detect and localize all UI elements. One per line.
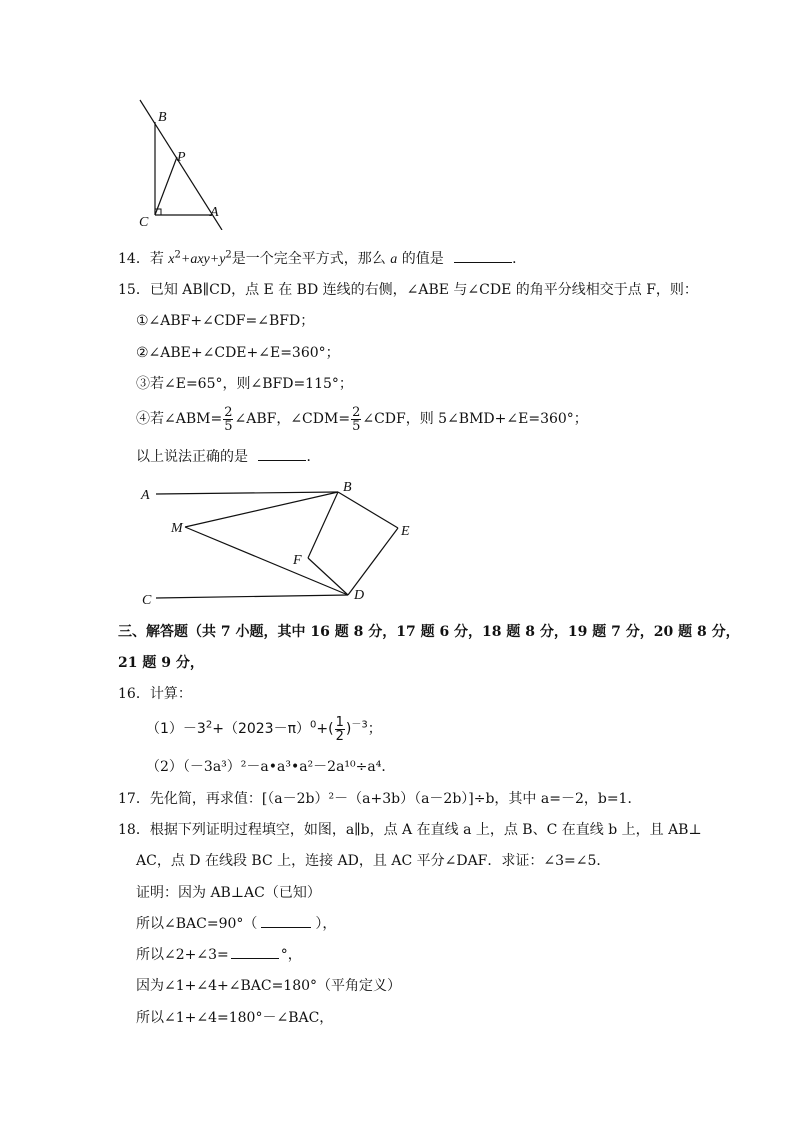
q18-blank-1[interactable] xyxy=(261,913,311,928)
question-17 xyxy=(118,789,641,809)
q15-answer-blank[interactable] xyxy=(258,446,306,461)
q18-step1-a: 所以∠BAC=90°（ xyxy=(136,916,258,932)
q14-expr-x: x xyxy=(168,252,175,267)
q18-step-1 xyxy=(136,913,336,934)
q16-number: 16． xyxy=(118,686,150,702)
frac-numerator: 1 xyxy=(335,714,344,730)
section-3-title-2: 21 题 9 分， xyxy=(118,655,204,671)
line-ab xyxy=(156,492,338,494)
q14-mid: 是一个完全平方式，那么 xyxy=(231,251,391,267)
q18-step2-b: °， xyxy=(280,947,302,963)
q18-step-2 xyxy=(136,944,302,965)
q14-expr-rest: +axy+y xyxy=(180,252,226,267)
figure-parallel-lines xyxy=(138,478,418,608)
q16-p1-sup-0: 0 xyxy=(310,719,317,731)
label-e: E xyxy=(401,524,410,539)
label-f: F xyxy=(293,553,302,568)
question-14 xyxy=(118,248,526,270)
q18-step2-a: 所以∠2+∠3= xyxy=(136,947,229,963)
label-b: B xyxy=(158,110,167,125)
q15-statement-4 xyxy=(136,404,588,434)
q18-number: 18． xyxy=(118,822,150,838)
q15-number: 15． xyxy=(118,282,150,298)
label-a: A xyxy=(210,205,219,220)
segment-bf xyxy=(308,492,338,558)
q16-p1-e: ； xyxy=(367,721,382,737)
q15-s4-part-c: ∠CDF，则 5∠BMD+∠E=360°； xyxy=(362,411,588,427)
q16-p1-b: +（2023－π） xyxy=(212,721,311,737)
fraction-two-fifths-2 xyxy=(351,406,361,433)
q16-text: 计算： xyxy=(149,686,192,702)
segment-bm xyxy=(185,492,338,527)
q18-step-4: 所以∠1+∠4=180°－∠BAC， xyxy=(136,1010,334,1026)
q14-answer-blank[interactable] xyxy=(454,248,512,263)
segment-cp xyxy=(155,157,177,215)
label-d: D xyxy=(354,588,365,603)
q18-blank-2[interactable] xyxy=(231,944,279,959)
label-p: P xyxy=(177,150,186,165)
frac-denominator: 5 xyxy=(224,418,233,434)
q16-p1-c: +( xyxy=(316,721,334,737)
q14-sup-2: 2 xyxy=(225,249,232,261)
label-c: C xyxy=(139,215,149,230)
q16-p1-d: ) xyxy=(345,721,352,737)
frac-numerator: 2 xyxy=(224,404,233,420)
segment-ed xyxy=(348,528,398,595)
section-3-title-1: 三、解答题（共 7 小题，其中 16 题 8 分，17 题 6 分，18 题 8 分，19 题 7 分，20 题 8 分， xyxy=(118,624,740,640)
q15-s4-part-a: ④若∠ABM= xyxy=(136,411,223,427)
segment-md xyxy=(185,527,348,595)
q18-step-3: 因为∠1+∠4+∠BAC=180°（平角定义） xyxy=(136,978,402,994)
figure-triangle-bpca xyxy=(130,95,230,230)
q17-text: 先化简，再求值：[（a－2b）²－（a+3b）（a－2b）]÷b，其中 a=－2，b=1． xyxy=(149,791,642,807)
q17-number: 17． xyxy=(118,791,150,807)
question-16 xyxy=(118,684,192,704)
question-15 xyxy=(118,280,698,300)
line-cd xyxy=(156,595,348,598)
label-b: B xyxy=(343,480,352,495)
q15-statement-2: ②∠ABE+∠CDE+∠E=360°； xyxy=(136,345,340,361)
q18-line-2: AC，点 D 在线段 BC 上，连接 AD，且 AC 平分∠DAF．求证：∠3=∠5． xyxy=(136,853,611,869)
q14-end: ． xyxy=(512,251,527,267)
label-a: A xyxy=(141,488,150,503)
q14-tail: 的值是 xyxy=(397,251,444,267)
q15-s4-part-b: ∠ABF，∠CDM= xyxy=(234,411,351,427)
q15-statement-3: ③若∠E=65°，则∠BFD=115°； xyxy=(136,376,353,392)
q15-conclusion xyxy=(136,446,320,467)
fraction-two-fifths-1 xyxy=(223,406,233,433)
q15-text: 已知 AB∥CD，点 E 在 BD 连线的右侧，∠ABE 与∠CDE 的角平分线相交于点 F，则： xyxy=(149,282,698,298)
q15-conclusion-text: 以上说法正确的是 xyxy=(136,449,248,465)
q16-part-1 xyxy=(146,714,382,744)
q16-part-2: （2）（－3a³）²－a•a³•a²－2a¹⁰÷a⁴． xyxy=(146,759,396,775)
segment-fd xyxy=(308,558,348,595)
frac-denominator: 5 xyxy=(352,418,361,434)
q15-statement-1: ①∠ABF+∠CDF=∠BFD； xyxy=(136,313,315,329)
q14-number: 14． xyxy=(118,251,150,267)
frac-denominator: 2 xyxy=(335,728,344,744)
q16-p1-a: －3 xyxy=(182,721,206,737)
q18-proof-start: 证明：因为 AB⊥AC（已知） xyxy=(136,885,321,901)
q16-p1-label: （1） xyxy=(146,721,183,737)
q16-p1-sup-m3: －3 xyxy=(351,719,368,731)
q18-line-1: 根据下列证明过程填空，如图，a∥b，点 A 在直线 a 上，点 B、C 在直线 b 上，且 AB⊥ xyxy=(149,822,702,838)
q15-end: ． xyxy=(306,449,321,465)
frac-numerator: 2 xyxy=(352,404,361,420)
label-m: M xyxy=(171,521,183,536)
q18-step1-b: ）， xyxy=(315,916,337,932)
question-18 xyxy=(118,820,702,840)
q14-var: a xyxy=(390,252,398,267)
fraction-one-half xyxy=(335,716,345,743)
q14-sup-1: 2 xyxy=(174,249,181,261)
q16-p1-sup-2: 2 xyxy=(205,719,213,731)
segment-be xyxy=(338,492,398,528)
label-c: C xyxy=(142,593,152,608)
q14-lead: 若 xyxy=(149,251,169,267)
